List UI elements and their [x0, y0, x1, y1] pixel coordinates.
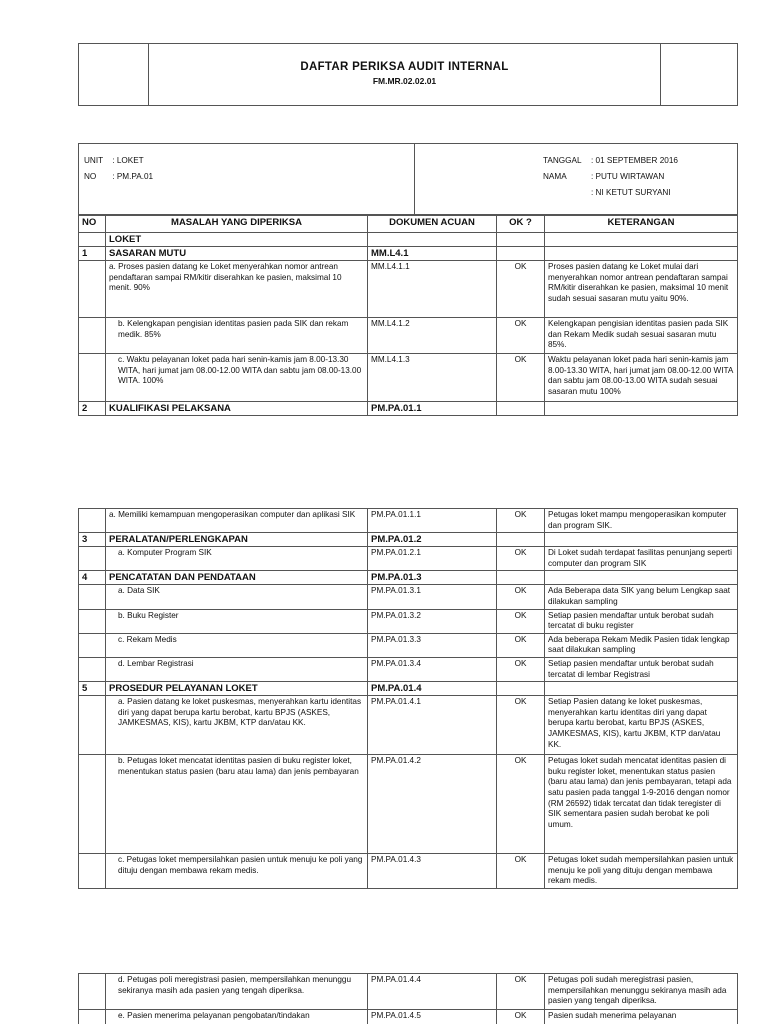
item-keterangan: Petugas loket sudah mencatat identitas pasien di buku register loket, menentukan status pasien (baru atau lama) dan jenis pembayaran, tetapi ada satu pasien pada tanggal 1-9-2016 dengan nomor (RM 26592) tidak tercatat dan tidak teregister di SIK sementara pasien sudah berobat ke poli umum. — [545, 755, 738, 854]
item-ok: OK — [497, 854, 545, 889]
item-keterangan: Pasien sudah menerima pelayanan — [545, 1010, 738, 1024]
section-number: 3 — [79, 533, 106, 547]
section-row — [79, 233, 738, 247]
table-row — [79, 696, 738, 755]
item-doc: PM.PA.01.3.2 — [368, 609, 497, 633]
item-doc: MM.L4.1.2 — [368, 318, 497, 354]
item-ok: OK — [497, 657, 545, 681]
item-ok: OK — [497, 974, 545, 1010]
tanggal-label: TANGGAL — [543, 156, 582, 165]
item-doc: MM.L4.1.1 — [368, 261, 497, 318]
item-text: b. Kelengkapan pengisian identitas pasien pada SIK dan rekam medik. 85% — [106, 318, 368, 354]
nama-value-2: : NI KETUT SURYANI — [591, 188, 671, 197]
item-text: d. Petugas poli meregistrasi pasien, mempersilahkan menunggu sekiranya masih ada pasien yang tengah diperiksa. — [106, 974, 368, 1010]
col-masalah: MASALAH YANG DIPERIKSA — [106, 216, 368, 233]
item-keterangan: Ada beberapa Rekam Medik Pasien tidak lengkap saat dilakukan sampling — [545, 633, 738, 657]
item-text: a. Memiliki kemampuan mengoperasikan computer dan aplikasi SIK — [106, 509, 368, 533]
item-text: b. Petugas loket mencatat identitas pasien di buku register loket, menentukan status pasien (baru atau lama) dan jenis pembayaran — [106, 755, 368, 854]
item-text: c. Waktu pelayanan loket pada hari senin-kamis jam 8.00-13.30 WITA, hari jumat jam 08.00-12.00 WITA dan sabtu jam 08.00-13.00 WITA. 100% — [106, 354, 368, 402]
section-doc: PM.PA.01.4 — [368, 682, 497, 696]
table-row — [79, 974, 738, 1010]
item-doc: PM.PA.01.3.3 — [368, 633, 497, 657]
section-doc: PM.PA.01.3 — [368, 571, 497, 585]
item-ok: OK — [497, 585, 545, 609]
item-doc: MM.L4.1.3 — [368, 354, 497, 402]
checklist-table-2 — [78, 508, 738, 889]
section-number: 5 — [79, 682, 106, 696]
section-number: 4 — [79, 571, 106, 585]
checklist-table-3 — [78, 973, 738, 1024]
item-keterangan: Setiap Pasien datang ke loket puskesmas, menyerahkan kartu identitas diri yang dapat berupa kartu berobat, kartu BPJS (ASKES, JAMKESMAS, KIS), kartu JKBM, KTP dan/atau KK. — [545, 696, 738, 755]
document-header — [78, 43, 738, 106]
item-keterangan: Di Loket sudah terdapat fasilitas penunjang seperti computer dan program SIK — [545, 547, 738, 571]
section-title: SASARAN MUTU — [106, 247, 368, 261]
item-text: c. Petugas loket mempersilahkan pasien untuk menuju ke poli yang dituju dengan membawa rekam medis. — [106, 854, 368, 889]
document-code: FM.MR.02.02.01 — [372, 76, 437, 86]
item-doc: PM.PA.01.4.1 — [368, 696, 497, 755]
tanggal-value: : 01 SEPTEMBER 2016 — [591, 156, 678, 165]
no-value: : PM.PA.01 — [112, 172, 154, 181]
item-ok: OK — [497, 755, 545, 854]
item-doc: PM.PA.01.3.1 — [368, 585, 497, 609]
col-no: NO — [79, 216, 106, 233]
item-keterangan: Petugas poli sudah meregistrasi pasien, mempersilahkan menunggu sekiranya masih ada pasien yang tengah diperiksa. — [545, 974, 738, 1010]
unit-label: UNIT — [84, 156, 104, 165]
table-row — [79, 854, 738, 889]
table-row — [79, 318, 738, 354]
item-keterangan: Waktu pelayanan loket pada hari senin-kamis jam 8.00-13.30 WITA, hari jumat jam 08.00-12.00 WITA dan sabtu jam 08.00-13.00 WITA sudah sesuai sasaran mutu 100% — [545, 354, 738, 402]
col-dokumen: DOKUMEN ACUAN — [368, 216, 497, 233]
table-row — [79, 261, 738, 318]
col-keterangan: KETERANGAN — [545, 216, 738, 233]
section-doc: PM.PA.01.2 — [368, 533, 497, 547]
item-ok: OK — [497, 1010, 545, 1024]
item-keterangan: Petugas loket sudah mempersilahkan pasien untuk menuju ke poli yang dituju dengan membawa rekam medis. — [545, 854, 738, 889]
nama-value-1: : PUTU WIRTAWAN — [591, 172, 665, 181]
item-doc: PM.PA.01.4.3 — [368, 854, 497, 889]
item-ok: OK — [497, 509, 545, 533]
item-keterangan: Ada Beberapa data SIK yang belum Lengkap saat dilakukan sampling — [545, 585, 738, 609]
section-title: PERALATAN/PERLENGKAPAN — [106, 533, 368, 547]
audit-info — [78, 143, 738, 215]
header-title-cell — [149, 44, 661, 106]
section-row — [79, 247, 738, 261]
section-row — [79, 533, 738, 547]
unit-info-cell — [79, 144, 415, 215]
item-ok: OK — [497, 354, 545, 402]
date-info-cell — [415, 144, 738, 215]
item-text: a. Komputer Program SIK — [106, 547, 368, 571]
item-text: b. Buku Register — [106, 609, 368, 633]
item-keterangan: Setiap pasien mendaftar untuk berobat sudah tercatat di lembar Registrasi — [545, 657, 738, 681]
item-keterangan: Kelengkapan pengisian identitas pasien pada SIK dan Rekam Medik sudah sesuai sasaran mutu 85%. — [545, 318, 738, 354]
document-title: DAFTAR PERIKSA AUDIT INTERNAL — [300, 61, 509, 74]
item-doc: PM.PA.01.4.2 — [368, 755, 497, 854]
item-keterangan: Petugas loket mampu mengoperasikan komputer dan program SIK. — [545, 509, 738, 533]
table-row — [79, 755, 738, 854]
table-row — [79, 547, 738, 571]
checklist-table-1 — [78, 215, 738, 416]
item-ok: OK — [497, 633, 545, 657]
table-row — [79, 585, 738, 609]
section-title: KUALIFIKASI PELAKSANA — [106, 402, 368, 416]
table-row — [79, 509, 738, 533]
table-row — [79, 609, 738, 633]
item-text: c. Rekam Medis — [106, 633, 368, 657]
item-text: e. Pasien menerima pelayanan pengobatan/tindakan — [106, 1010, 368, 1024]
logo-right-cell — [661, 44, 738, 106]
item-keterangan: Setiap pasien mendaftar untuk berobat sudah tercatat di buku register — [545, 609, 738, 633]
unit-value: : LOKET — [112, 156, 144, 165]
table-row — [79, 354, 738, 402]
item-ok: OK — [497, 318, 545, 354]
item-ok: OK — [497, 261, 545, 318]
section-title: LOKET — [106, 233, 368, 247]
item-doc: PM.PA.01.4.5 — [368, 1010, 497, 1024]
item-doc: PM.PA.01.2.1 — [368, 547, 497, 571]
item-doc: PM.PA.01.4.4 — [368, 974, 497, 1010]
section-row — [79, 402, 738, 416]
item-doc: PM.PA.01.3.4 — [368, 657, 497, 681]
item-doc: PM.PA.01.1.1 — [368, 509, 497, 533]
item-text: d. Lembar Registrasi — [106, 657, 368, 681]
item-text: a. Pasien datang ke loket puskesmas, menyerahkan kartu identitas diri yang dapat berupa kartu berobat, kartu BPJS (ASKES, JAMKESMAS, KIS), kartu JKBM, KTP dan/atau KK. — [106, 696, 368, 755]
section-doc: PM.PA.01.1 — [368, 402, 497, 416]
item-ok: OK — [497, 696, 545, 755]
section-row — [79, 571, 738, 585]
page-3-clip — [78, 973, 740, 1024]
item-text: a. Proses pasien datang ke Loket menyerahkan nomor antrean pendaftaran sampai RM/kitir diserahkan ke pasien, maksimal 10 menit. 90% — [106, 261, 368, 318]
item-text: a. Data SIK — [106, 585, 368, 609]
section-title: PROSEDUR PELAYANAN LOKET — [106, 682, 368, 696]
table-row — [79, 1010, 738, 1024]
item-keterangan: Proses pasien datang ke Loket mulai dari menyerahkan nomor antrean pendaftaran sampai RM/kitir diserahkan ke pasien, maksimal 10 menit sudah sesuai sasaran mutu yaitu 90%. — [545, 261, 738, 318]
table-row — [79, 633, 738, 657]
no-label: NO — [84, 172, 97, 181]
col-ok: OK ? — [497, 216, 545, 233]
section-number: 1 — [79, 247, 106, 261]
section-number: 2 — [79, 402, 106, 416]
logo-left-cell — [79, 44, 149, 106]
nama-label: NAMA — [543, 172, 567, 181]
column-header-row — [79, 216, 738, 233]
section-title: PENCATATAN DAN PENDATAAN — [106, 571, 368, 585]
item-ok: OK — [497, 547, 545, 571]
item-ok: OK — [497, 609, 545, 633]
table-row — [79, 657, 738, 681]
section-row — [79, 682, 738, 696]
section-doc: MM.L4.1 — [368, 247, 497, 261]
